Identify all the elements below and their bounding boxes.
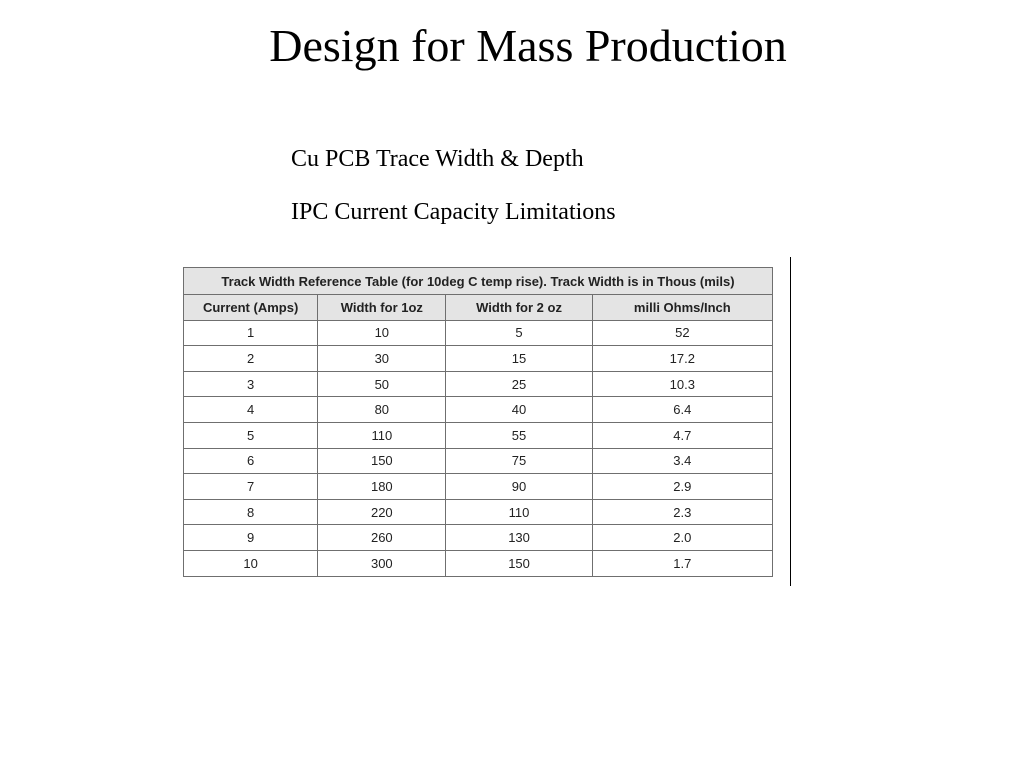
subtitle-current-capacity: IPC Current Capacity Limitations: [291, 199, 616, 225]
cell-current: 4: [184, 397, 318, 423]
cell-milli-ohms: 2.9: [592, 474, 772, 500]
cell-current: 8: [184, 499, 318, 525]
cell-width-2oz: 75: [446, 448, 592, 474]
cell-current: 3: [184, 371, 318, 397]
cell-milli-ohms: 52: [592, 320, 772, 346]
table-row: [184, 371, 773, 397]
table-row: [184, 499, 773, 525]
cell-width-1oz: 10: [318, 320, 446, 346]
cell-width-1oz: 180: [318, 474, 446, 500]
cell-width-2oz: 25: [446, 371, 592, 397]
table-row: [184, 474, 773, 500]
table-row: [184, 320, 773, 346]
cell-milli-ohms: 1.7: [592, 550, 772, 576]
cell-width-1oz: 110: [318, 422, 446, 448]
cell-milli-ohms: 17.2: [592, 346, 772, 372]
cell-milli-ohms: 6.4: [592, 397, 772, 423]
cell-current: 6: [184, 448, 318, 474]
track-width-table-container: [183, 267, 773, 577]
header-milli-ohms: milli Ohms/Inch: [592, 295, 772, 321]
cell-width-2oz: 15: [446, 346, 592, 372]
cell-width-2oz: 5: [446, 320, 592, 346]
subtitle-trace-width: Cu PCB Trace Width & Depth: [291, 146, 584, 172]
table-caption-row: [184, 268, 773, 295]
cell-width-2oz: 40: [446, 397, 592, 423]
track-width-reference-table: [183, 267, 773, 577]
cell-current: 1: [184, 320, 318, 346]
cell-width-2oz: 90: [446, 474, 592, 500]
cell-current: 9: [184, 525, 318, 551]
table-row: [184, 550, 773, 576]
table-row: [184, 397, 773, 423]
cell-width-1oz: 50: [318, 371, 446, 397]
cell-current: 5: [184, 422, 318, 448]
cell-width-2oz: 55: [446, 422, 592, 448]
header-width-1oz: Width for 1oz: [318, 295, 446, 321]
cell-width-1oz: 80: [318, 397, 446, 423]
table-row: [184, 422, 773, 448]
cell-width-1oz: 150: [318, 448, 446, 474]
cell-width-1oz: 30: [318, 346, 446, 372]
cell-milli-ohms: 4.7: [592, 422, 772, 448]
header-current: Current (Amps): [184, 295, 318, 321]
cell-width-1oz: 260: [318, 525, 446, 551]
cell-milli-ohms: 10.3: [592, 371, 772, 397]
cell-width-2oz: 110: [446, 499, 592, 525]
vertical-divider-line: [790, 257, 791, 586]
cell-milli-ohms: 2.0: [592, 525, 772, 551]
cell-width-2oz: 130: [446, 525, 592, 551]
cell-width-1oz: 300: [318, 550, 446, 576]
cell-width-1oz: 220: [318, 499, 446, 525]
table-header-row: [184, 295, 773, 321]
table-row: [184, 448, 773, 474]
cell-milli-ohms: 2.3: [592, 499, 772, 525]
header-width-2oz: Width for 2 oz: [446, 295, 592, 321]
cell-milli-ohms: 3.4: [592, 448, 772, 474]
cell-current: 10: [184, 550, 318, 576]
cell-current: 7: [184, 474, 318, 500]
slide-title: Design for Mass Production: [269, 20, 787, 71]
cell-current: 2: [184, 346, 318, 372]
cell-width-2oz: 150: [446, 550, 592, 576]
table-caption: Track Width Reference Table (for 10deg C temp rise). Track Width is in Thous (mils): [184, 268, 773, 295]
table-row: [184, 525, 773, 551]
table-row: [184, 346, 773, 372]
